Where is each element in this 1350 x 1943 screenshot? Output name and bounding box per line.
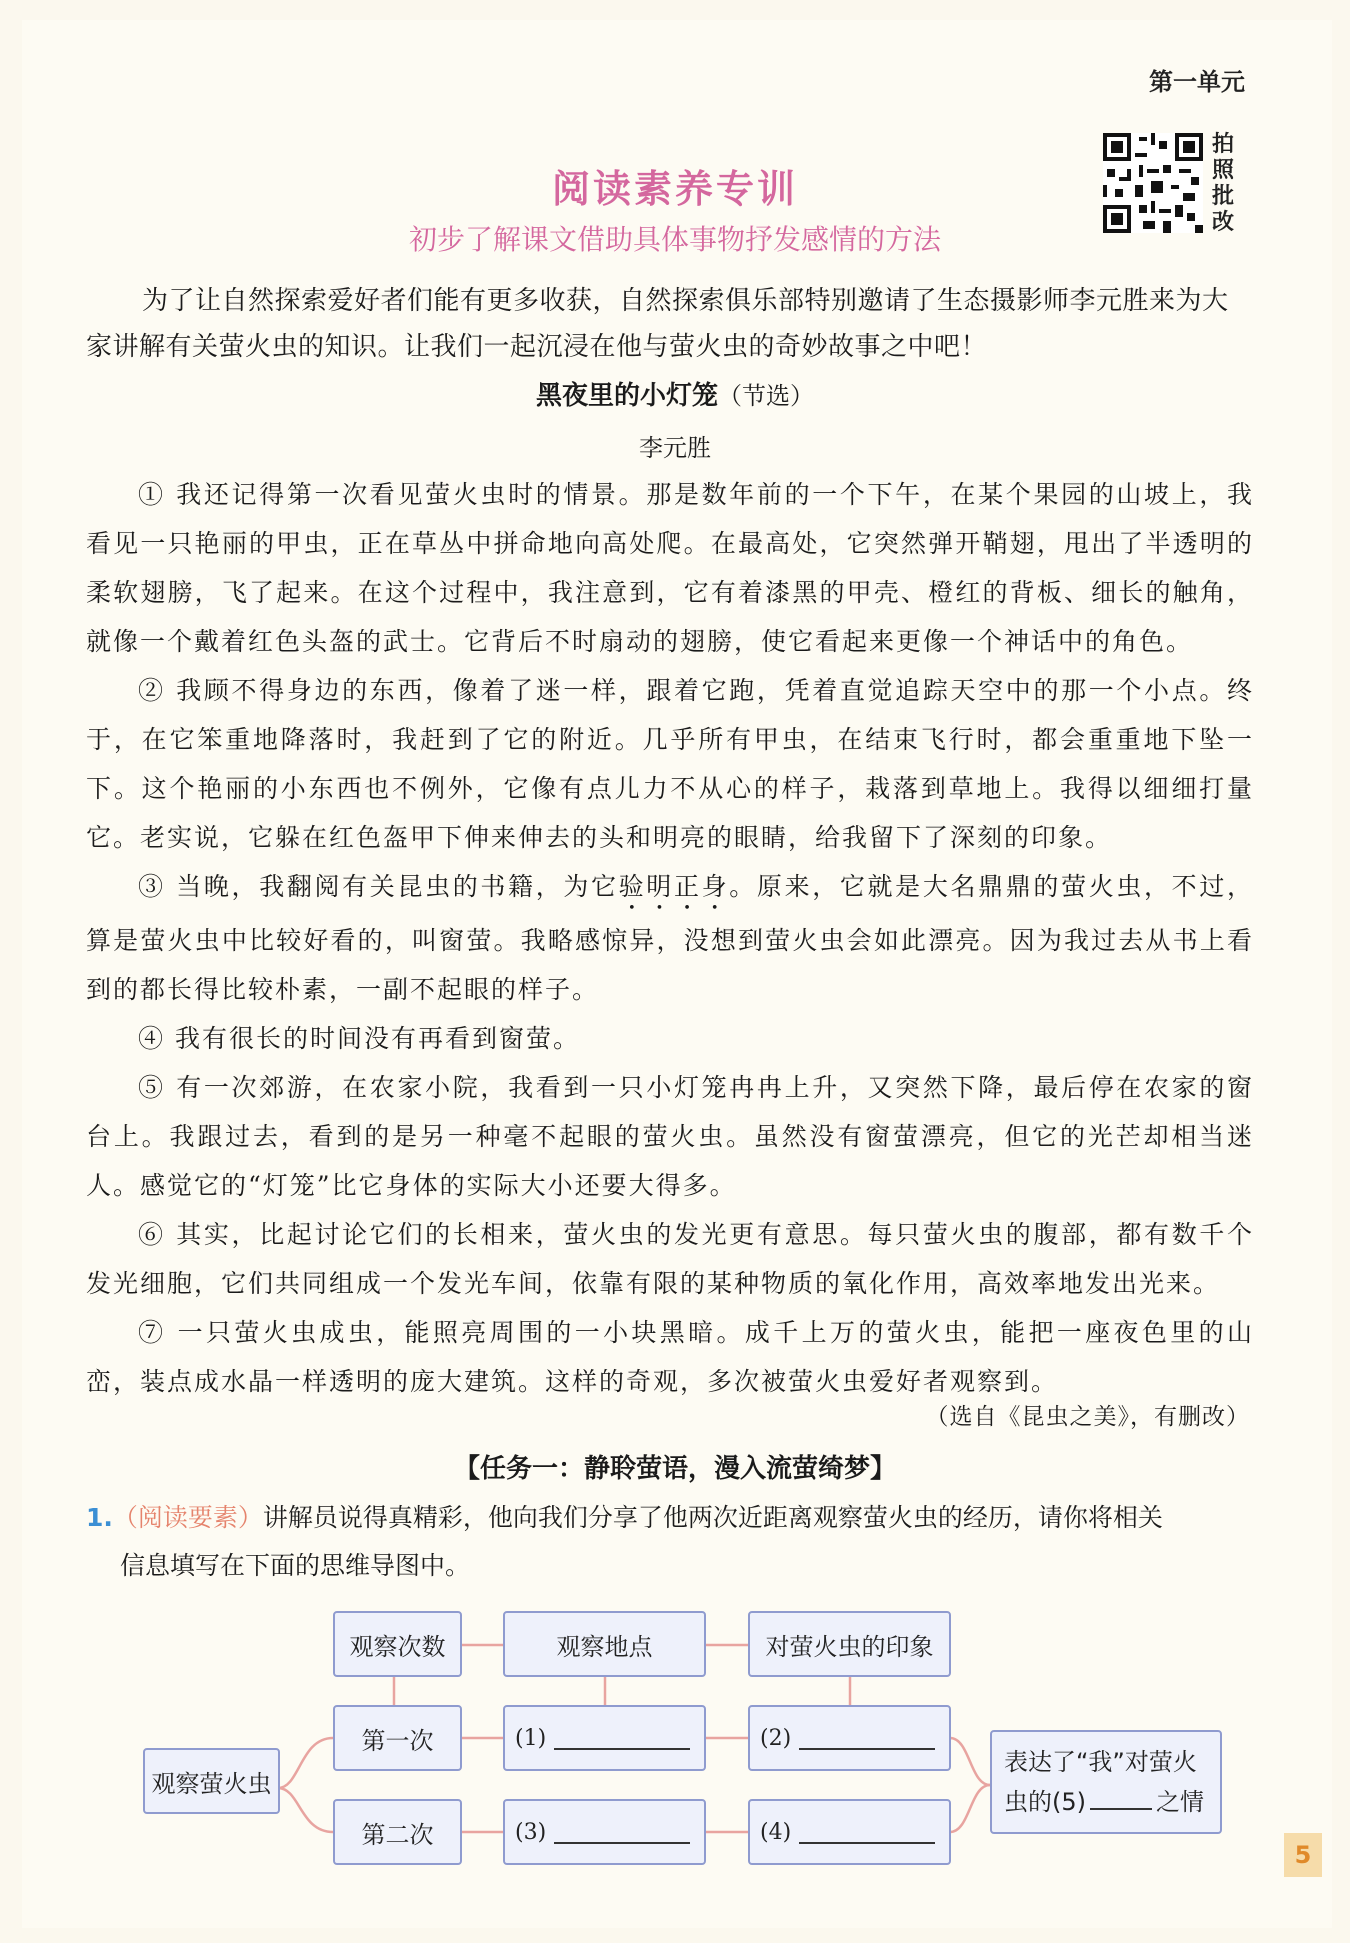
paragraph-3-part-a: ③ 当晚，我翻阅有关昆虫的书籍，为它 <box>138 872 619 901</box>
question-number: 1. <box>86 1503 113 1532</box>
page-number: 5 <box>1284 1833 1322 1877</box>
mindmap-second-time: 第二次 <box>333 1799 462 1865</box>
mindmap-blank-3[interactable] <box>503 1799 706 1865</box>
question-tag: （阅读要素） <box>112 1503 263 1532</box>
mindmap-blank-2[interactable] <box>748 1705 951 1771</box>
paragraph-3-part-b: 。原来，它就是大名鼎鼎的萤火虫，不过，算是萤火虫中比较好看的，叫窗萤。我略感惊异，没想到萤火虫会如此漂亮。因为我过去从书上看到的都长得比较朴素，一副不起眼的样子。 <box>86 872 1254 1004</box>
blank-3-label: (3) <box>515 1819 547 1845</box>
conclusion-prefix: 虫的(5) <box>1004 1788 1086 1816</box>
paragraph-5: ⑤ 有一次郊游，在农家小院，我看到一只小灯笼冉冉上升，又突然下降，最后停在农家的窗台上。我跟过去，看到的是另一种毫不起眼的萤火虫。虽然没有窗萤漂亮，但它的光芒却相当迷人。感觉它的“灯笼”比它身体的实际大小还要大得多。 <box>86 1073 1254 1200</box>
blank-2-line[interactable] <box>799 1726 935 1750</box>
blank-4-line[interactable] <box>799 1820 935 1844</box>
mindmap-blank-4[interactable] <box>748 1799 951 1865</box>
emphasized-phrase: 验明正身 <box>618 872 730 901</box>
paragraph-1: ① 我还记得第一次看见萤火虫时的情景。那是数年前的一个下午，在某个果园的山坡上，我看见一只艳丽的甲虫，正在草丛中拼命地向高处爬。在最高处，它突然弹开鞘翅，甩出了半透明的柔软翅膀，飞了起来。在这个过程中，我注意到，它有着漆黑的甲壳、橙红的背板、细长的触角，就像一个戴着红色头盔的武士。它背后不时扇动的翅膀，使它看起来更像一个神话中的角色。 <box>86 480 1254 656</box>
blank-1-line[interactable] <box>554 1726 690 1750</box>
blank-1-label: (1) <box>515 1725 547 1751</box>
page-subtitle: 初步了解课文借助具体事物抒发感情的方法 <box>408 223 941 256</box>
unit-label: 第一单元 <box>1149 68 1245 96</box>
question-1-line-1 <box>86 1494 1254 1542</box>
paragraph-6: ⑥ 其实，比起讨论它们的长相来，萤火虫的发光更有意思。每只萤火虫的腹部，都有数千个发光细胞，它们共同组成一个发光车间，依靠有限的某种物质的氧化作用，高效率地发出光来。 <box>86 1220 1254 1298</box>
article-title-note: （节选） <box>718 382 814 410</box>
conclusion-suffix: 之情 <box>1156 1788 1204 1816</box>
question-1-line-2: 信息填写在下面的思维导图中。 <box>120 1551 471 1580</box>
paragraph-7: ⑦ 一只萤火虫成虫，能照亮周围的一小块黑暗。成千上万的萤火虫，能把一座夜色里的山峦，装点成水晶一样透明的庞大建筑。这样的奇观，多次被萤火虫爱好者观察到。 <box>86 1318 1254 1396</box>
paragraph-3 <box>86 862 1254 1014</box>
qr-scan-label: 拍照批改 <box>1212 132 1235 235</box>
conclusion-line-1: 表达了“我”对萤火 <box>1004 1748 1197 1776</box>
mindmap-header-impression: 对萤火虫的印象 <box>748 1611 951 1677</box>
article-source: （选自《昆虫之美》，有删改） <box>925 1404 1250 1430</box>
article-title-text: 黑夜里的小灯笼 <box>535 381 718 411</box>
mindmap-blank-1[interactable] <box>503 1705 706 1771</box>
mindmap-header-count: 观察次数 <box>333 1611 462 1677</box>
question-text-a: 讲解员说得真精彩，他向我们分享了他两次近距离观察萤火虫的经历，请你将相关 <box>262 1503 1163 1532</box>
blank-4-label: (4) <box>760 1819 792 1845</box>
mindmap-conclusion <box>990 1730 1222 1834</box>
mindmap-first-time: 第一次 <box>333 1705 462 1771</box>
conclusion-line-2 <box>1004 1782 1204 1822</box>
page-title: 阅读素养专训 <box>551 167 798 211</box>
blank-3-line[interactable] <box>554 1820 690 1844</box>
question-1 <box>86 1494 1254 1590</box>
task-header: 【任务一：静聆萤语，漫入流萤绮梦】 <box>453 1454 896 1484</box>
blank-5-line[interactable] <box>1090 1786 1152 1810</box>
article-body <box>86 470 1254 1406</box>
blank-2-label: (2) <box>760 1725 792 1751</box>
article-author: 李元胜 <box>639 434 711 462</box>
mindmap-header-place: 观察地点 <box>503 1611 706 1677</box>
paragraph-4: ④ 我有很长的时间没有再看到窗萤。 <box>138 1024 580 1053</box>
article-title <box>0 375 1350 412</box>
paragraph-2: ② 我顾不得身边的东西，像着了迷一样，跟着它跑，凭着直觉追踪天空中的那一个小点。终于，在它笨重地降落时，我赶到了它的附近。几乎所有甲虫，在结束飞行时，都会重重地下坠一下。这个艳丽的小东西也不例外，它像有点儿力不从心的样子，栽落到草地上。我得以细细打量它。老实说，它躲在红色盔甲下伸来伸去的头和明亮的眼睛，给我留下了深刻的印象。 <box>86 676 1254 852</box>
mindmap-root: 观察萤火虫 <box>143 1748 280 1814</box>
intro-paragraph: 为了让自然探索爱好者们能有更多收获，自然探索俱乐部特别邀请了生态摄影师李元胜来为大家讲解有关萤火虫的知识。让我们一起沉浸在他与萤火虫的奇妙故事之中吧！ <box>86 286 1229 362</box>
